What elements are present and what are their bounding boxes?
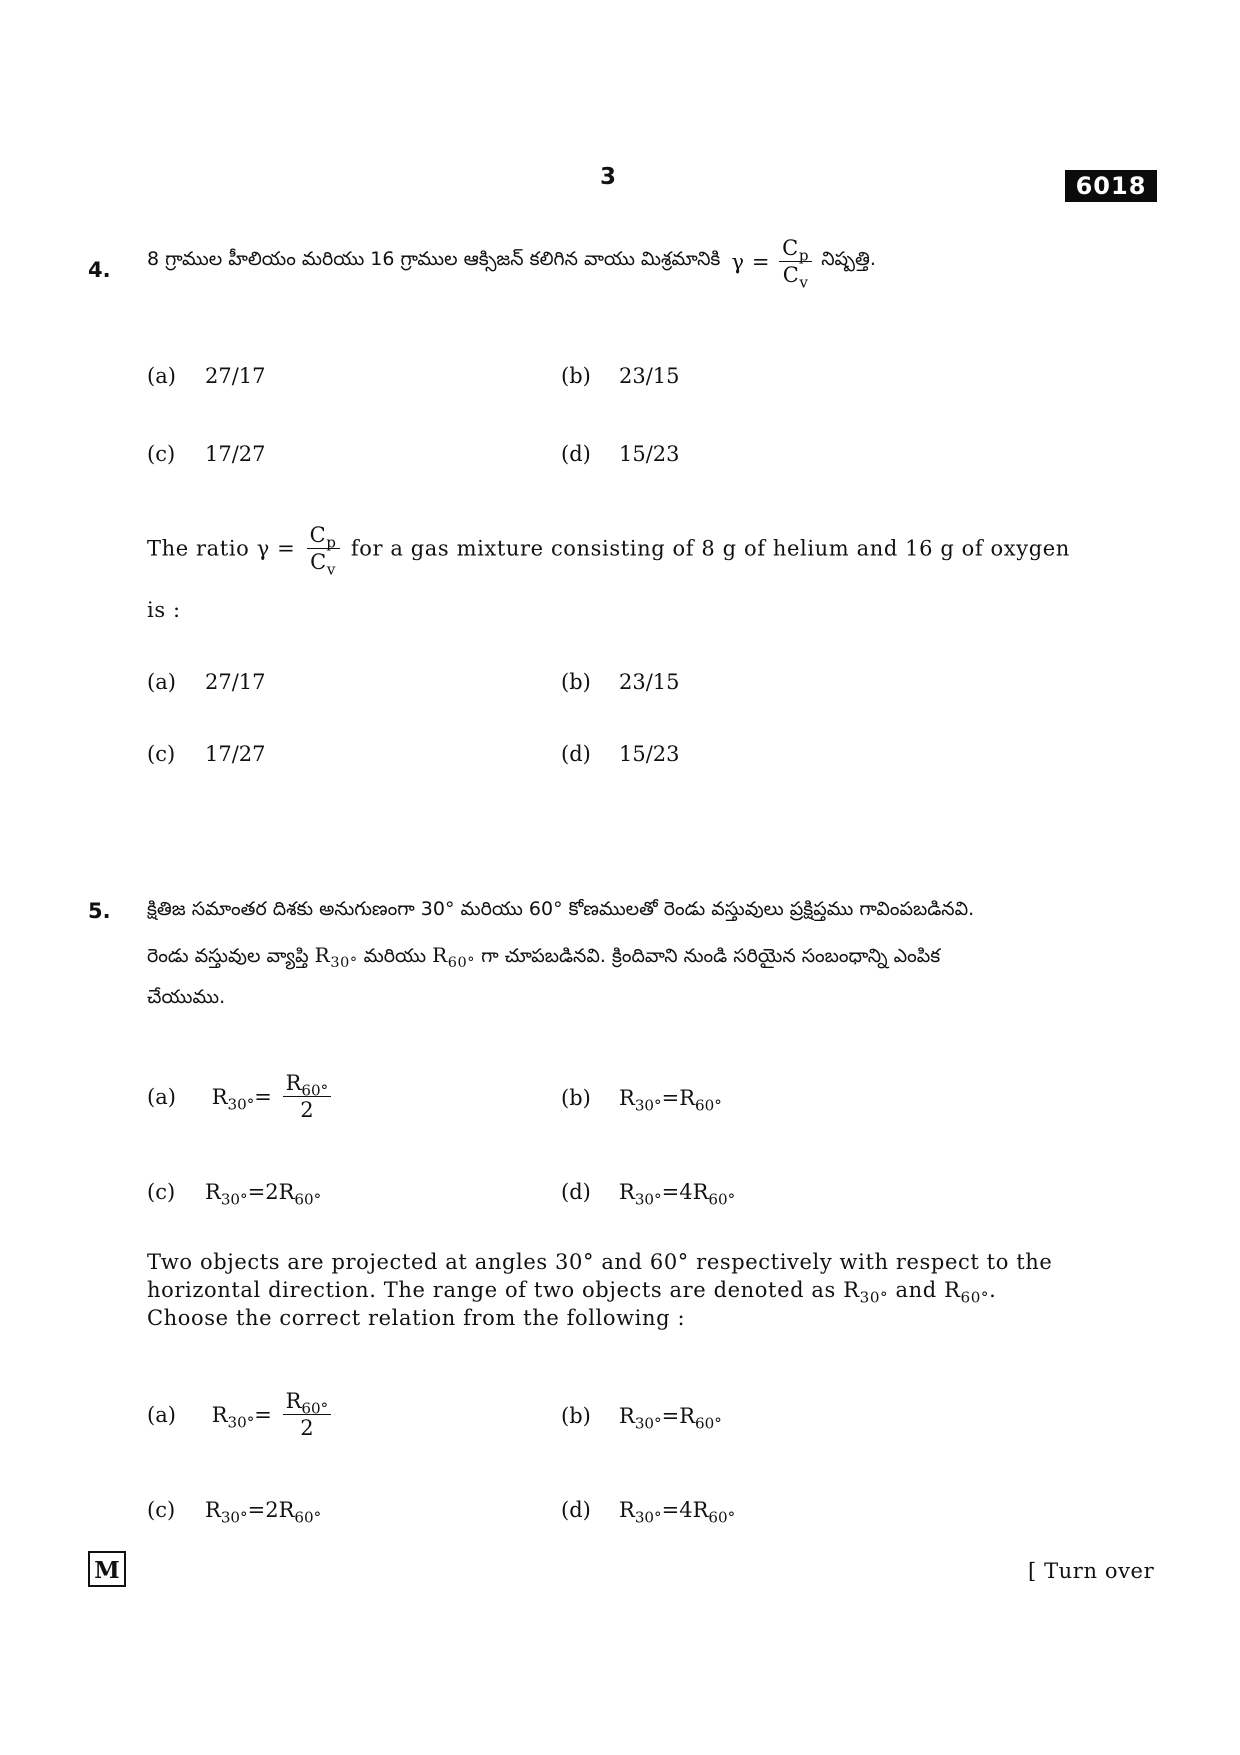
q4-en-option-c: (c) 17/27 bbox=[147, 742, 266, 766]
paper-code-badge: 6018 bbox=[1065, 170, 1157, 202]
q5-english-line2: horizontal direction. The range of two objects are denoted as $R_{30^\circ}$ and $R_{60^\circ}$. bbox=[147, 1278, 997, 1307]
q4-english-line2: is : bbox=[147, 598, 181, 622]
q4-cp-cv-fraction: $\frac{C_p}{C_v}$ bbox=[779, 237, 812, 286]
question-4-english: The ratio γ = $\frac{C_p}{C_v}$ for a gas mixture consisting of 8 g of helium and 16 g of oxygen bbox=[147, 523, 1070, 579]
q5-english-line1: Two objects are projected at angles 30° and 60° respectively with respect to the bbox=[147, 1250, 1053, 1274]
medium-mark-box: M bbox=[88, 1551, 126, 1587]
q5-en-option-d: (d) $R_{30^\circ}=4R_{60^\circ}$ bbox=[561, 1498, 736, 1527]
q4-option-c: (c) 17/27 bbox=[147, 442, 266, 466]
q5-telugu-line1: క్షితిజ సమాంతర దిశకు అనుగుణంగా 30° మరియు 60° కోణములతో రెండు వస్తువులు ప్రక్షిప్తము గావింపబడినవి. bbox=[147, 898, 975, 920]
q4-en-cp-cv-fraction: $\frac{C_p}{C_v}$ bbox=[307, 524, 340, 573]
q4-en-option-a: (a) 27/17 bbox=[147, 670, 266, 694]
q5-en-option-c: (c) $R_{30^\circ}=2R_{60^\circ}$ bbox=[147, 1498, 322, 1527]
q4-telugu-end: నిష్పత్తి. bbox=[821, 248, 876, 271]
q4-en-option-b: (b) 23/15 bbox=[561, 670, 680, 694]
q4-telugu-text: 8 గ్రాముల హీలియం మరియు 16 గ్రాముల ఆక్సిజన్ కలిగిన వాయు మిశ్రమానికి bbox=[147, 248, 721, 271]
q4-gamma: γ = bbox=[731, 249, 771, 274]
q5-en-option-b: (b) $R_{30^\circ}=R_{60^\circ}$ bbox=[561, 1404, 722, 1433]
q5-english-line3: Choose the correct relation from the following : bbox=[147, 1306, 686, 1330]
q4-option-b: (b) 23/15 bbox=[561, 364, 680, 388]
q5-telugu-line2: రెండు వస్తువుల వ్యాప్తి $R_{30^\circ}$ మరియు $R_{60^\circ}$ గా చూపబడినవి. క్రిందివాని నుండి సరియైన సంబంధాన్ని ఎంపిక bbox=[147, 943, 941, 972]
q5-option-c: (c) $R_{30^\circ}=2R_{60^\circ}$ bbox=[147, 1180, 322, 1209]
question-4-number: 4. bbox=[88, 258, 111, 282]
page-number: 3 bbox=[600, 164, 617, 190]
q5-option-d: (d) $R_{30^\circ}=4R_{60^\circ}$ bbox=[561, 1180, 736, 1209]
q4-en-option-d: (d) 15/23 bbox=[561, 742, 680, 766]
q5-option-a: (a) $R_{30^\circ}=$ $\frac{R_{60^\circ}}{2}$ bbox=[147, 1072, 335, 1121]
q5-en-option-a: (a) $R_{30^\circ}=$ $\frac{R_{60^\circ}}{2}$ bbox=[147, 1390, 335, 1439]
q4-option-d: (d) 15/23 bbox=[561, 442, 680, 466]
question-4-telugu bbox=[147, 236, 876, 292]
q5-telugu-line3: చేయుము. bbox=[147, 986, 226, 1008]
question-5-number: 5. bbox=[88, 899, 111, 923]
turn-over-label: [ Turn over bbox=[1028, 1559, 1155, 1583]
q5-option-b: (b) $R_{30^\circ}=R_{60^\circ}$ bbox=[561, 1086, 722, 1115]
q4-option-a: (a) 27/17 bbox=[147, 364, 266, 388]
